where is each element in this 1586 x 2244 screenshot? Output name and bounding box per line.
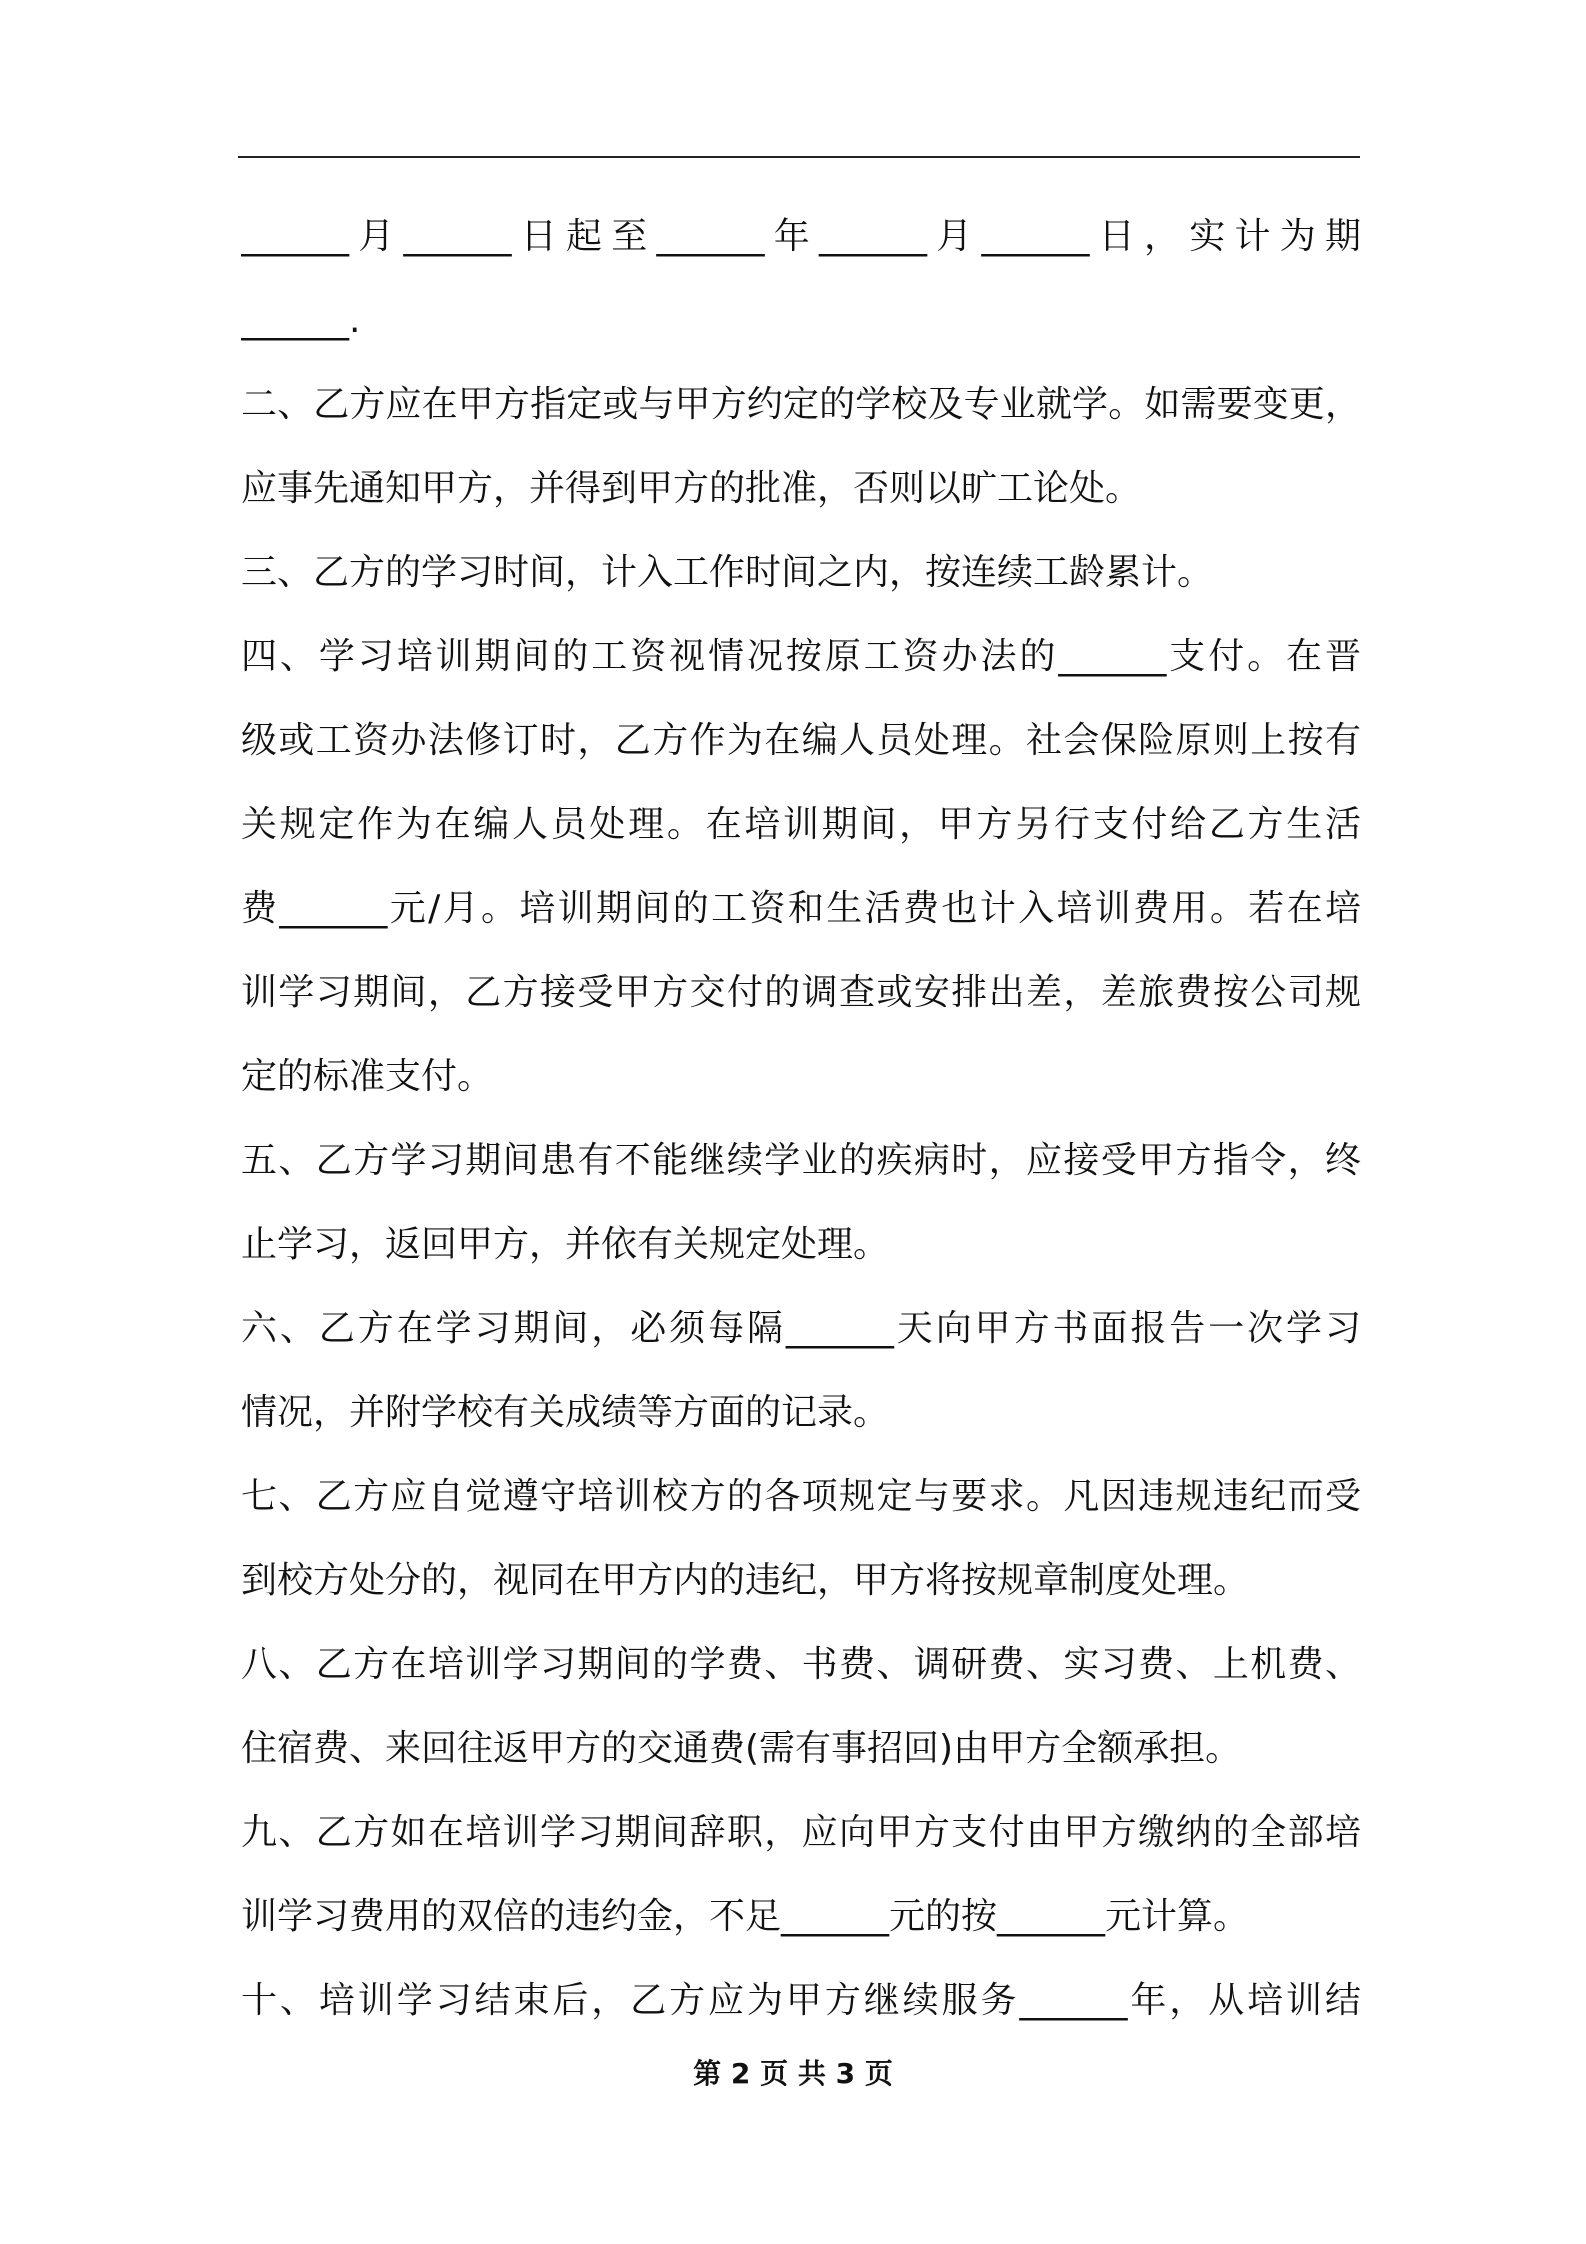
page-footer: 第 2 页 共 3 页 (693, 2057, 893, 2090)
body-line-8: 关规定作为在编人员处理。在培训期间，甲方另行支付给乙方生活 (241, 804, 1361, 845)
body-line-3: 二、乙方应在甲方指定或与甲方约定的学校及专业就学。如需要变更， (241, 384, 1361, 425)
body-line-14: 六、乙方在学习期间，必须每隔______天向甲方书面报告一次学习 (241, 1308, 1361, 1349)
body-line-7: 级或工资办法修订时，乙方作为在编人员处理。社会保险原则上按有 (241, 720, 1361, 761)
header-rule (238, 156, 1360, 158)
body-line-20: 九、乙方如在培训学习期间辞职，应向甲方支付由甲方缴纳的全部培 (241, 1812, 1361, 1853)
body-line-10: 训学习期间，乙方接受甲方交付的调查或安排出差，差旅费按公司规 (241, 972, 1361, 1013)
body-line-18: 八、乙方在培训学习期间的学费、书费、调研费、实习费、上机费、 (241, 1644, 1361, 1685)
body-line-17: 到校方处分的，视同在甲方内的违纪，甲方将按规章制度处理。 (241, 1560, 1250, 1601)
body-line-1: ______月______日起至______年______月______日，实计为期 (241, 216, 1361, 257)
body-line-4: 应事先通知甲方，并得到甲方的批准，否则以旷工论处。 (241, 468, 1142, 509)
body-line-21: 训学习费用的双倍的违约金，不足______元的按______元计算。 (241, 1896, 1250, 1937)
body-line-6: 四、学习培训期间的工资视情况按原工资办法的______支付。在晋 (241, 636, 1361, 677)
document-body (241, 195, 1361, 2043)
body-line-22: 十、培训学习结束后，乙方应为甲方继续服务______年，从培训结 (241, 1980, 1361, 2021)
body-line-15: 情况，并附学校有关成绩等方面的记录。 (241, 1392, 890, 1433)
body-line-13: 止学习，返回甲方，并依有关规定处理。 (241, 1224, 890, 1265)
body-line-2: ______. (241, 300, 361, 341)
body-line-11: 定的标准支付。 (241, 1056, 494, 1097)
body-line-19: 住宿费、来回往返甲方的交通费(需有事招回)由甲方全额承担。 (241, 1728, 1242, 1769)
body-line-12: 五、乙方学习期间患有不能继续学业的疾病时，应接受甲方指令，终 (241, 1140, 1361, 1181)
body-line-9: 费______元/月。培训期间的工资和生活费也计入培训费用。若在培 (241, 888, 1361, 929)
body-line-16: 七、乙方应自觉遵守培训校方的各项规定与要求。凡因违规违纪而受 (241, 1476, 1361, 1517)
body-line-5: 三、乙方的学习时间，计入工作时间之内，按连续工龄累计。 (241, 552, 1214, 593)
